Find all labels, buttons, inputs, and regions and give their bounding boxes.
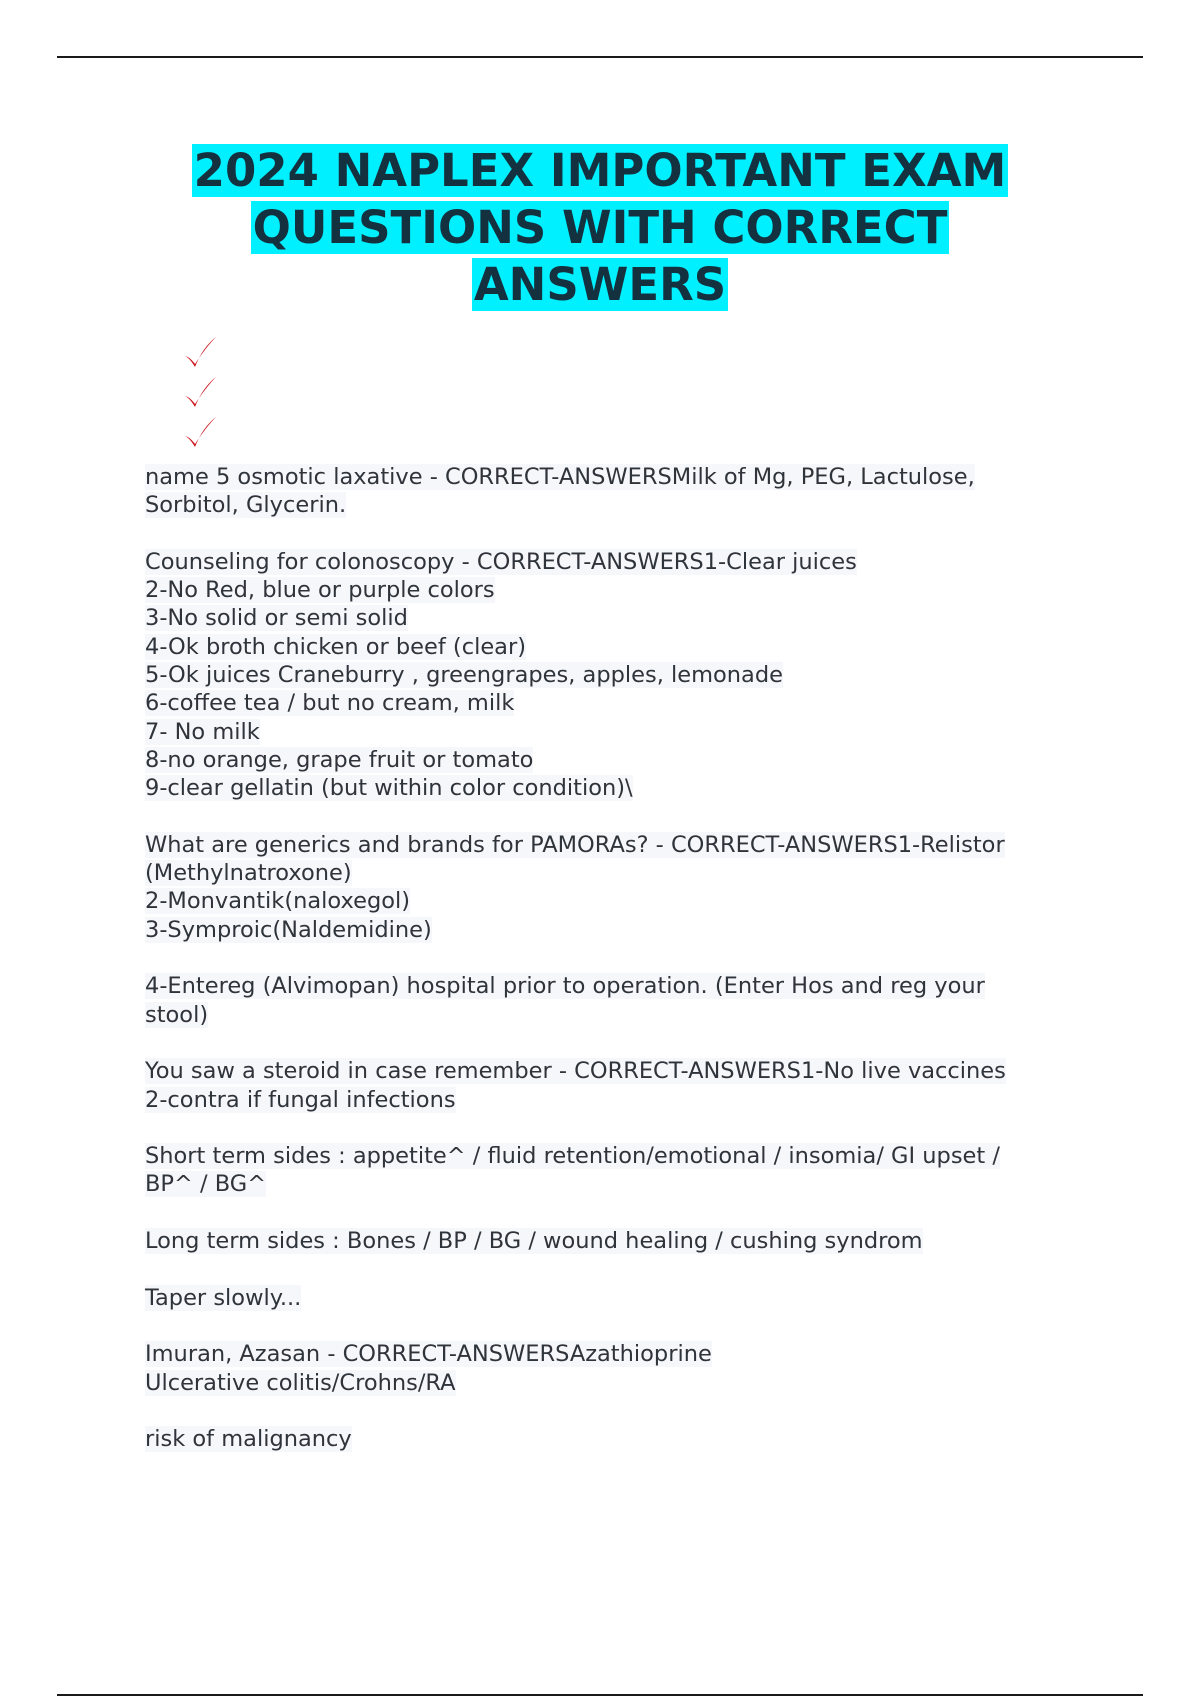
text-line: Imuran, Azasan - CORRECT-ANSWERSAzathioprine (145, 1341, 712, 1368)
text-line: 9-clear gellatin (but within color condition)\ (145, 775, 633, 802)
text-line: 7- No milk (145, 718, 260, 745)
checkmark-icon (182, 414, 218, 454)
text-line: 4-Entereg (Alvimopan) hospital prior to operation. (Enter Hos and reg your (145, 973, 985, 1000)
text-line: 3-Symproic(Naldemidine) (145, 916, 432, 943)
title-line-1: 2024 NAPLEX IMPORTANT EXAM (193, 144, 1007, 197)
text-line: name 5 osmotic laxative - CORRECT-ANSWERSMilk of Mg, PEG, Lactulose, (145, 464, 975, 490)
qa-pamoras (145, 831, 1085, 1029)
text-line: BP^ / BG^ (145, 1171, 267, 1198)
qa-azathioprine (145, 1340, 1085, 1453)
text-line: Long term sides : Bones / BP / BG / wound healing / cushing syndrom (145, 1228, 923, 1255)
text-line: 4-Ok broth chicken or beef (clear) (145, 633, 526, 660)
text-line: 5-Ok juices Craneburry , greengrapes, apples, lemonade (145, 662, 783, 689)
text-line: Sorbitol, Glycerin. (145, 492, 347, 519)
title-line-3: ANSWERS (473, 258, 727, 311)
text-line: risk of malignancy (145, 1426, 352, 1453)
qa-colonoscopy-counseling (145, 548, 1085, 803)
qa-osmotic-laxative (145, 463, 1085, 520)
text-line: 2-Monvantik(naloxegol) (145, 888, 411, 915)
bottom-rule (57, 1694, 1143, 1696)
top-rule (57, 56, 1143, 58)
text-line: 6-coffee tea / but no cream, milk (145, 690, 515, 717)
qa-steroid (145, 1057, 1085, 1312)
document-title (100, 142, 1100, 313)
text-line: 3-No solid or semi solid (145, 605, 408, 632)
text-line: (Methylnatroxone) (145, 860, 352, 887)
text-line: Taper slowly... (145, 1284, 302, 1311)
text-line: 8-no orange, grape fruit or tomato (145, 746, 534, 773)
checkmark-icon (182, 334, 218, 374)
text-line: stool) (145, 1001, 209, 1028)
text-line: What are generics and brands for PAMORAs? - CORRECT-ANSWERS1-Relistor (145, 831, 1005, 858)
title-line-2: QUESTIONS WITH CORRECT (252, 201, 948, 254)
text-line: 2-No Red, blue or purple colors (145, 577, 495, 604)
text-line: You saw a steroid in case remember - CORRECT-ANSWERS1-No live vaccines (145, 1058, 1006, 1085)
text-line: 2-contra if fungal infections (145, 1086, 456, 1113)
text-line: Ulcerative colitis/Crohns/RA (145, 1369, 456, 1396)
text-line: Short term sides : appetite^ / fluid retention/emotional / insomia/ GI upset / (145, 1143, 1000, 1170)
document-body (145, 463, 1085, 1453)
checkmark-icon (182, 374, 218, 414)
text-line: Counseling for colonoscopy - CORRECT-ANSWERS1-Clear juices (145, 548, 857, 575)
checkmark-list (182, 334, 218, 454)
